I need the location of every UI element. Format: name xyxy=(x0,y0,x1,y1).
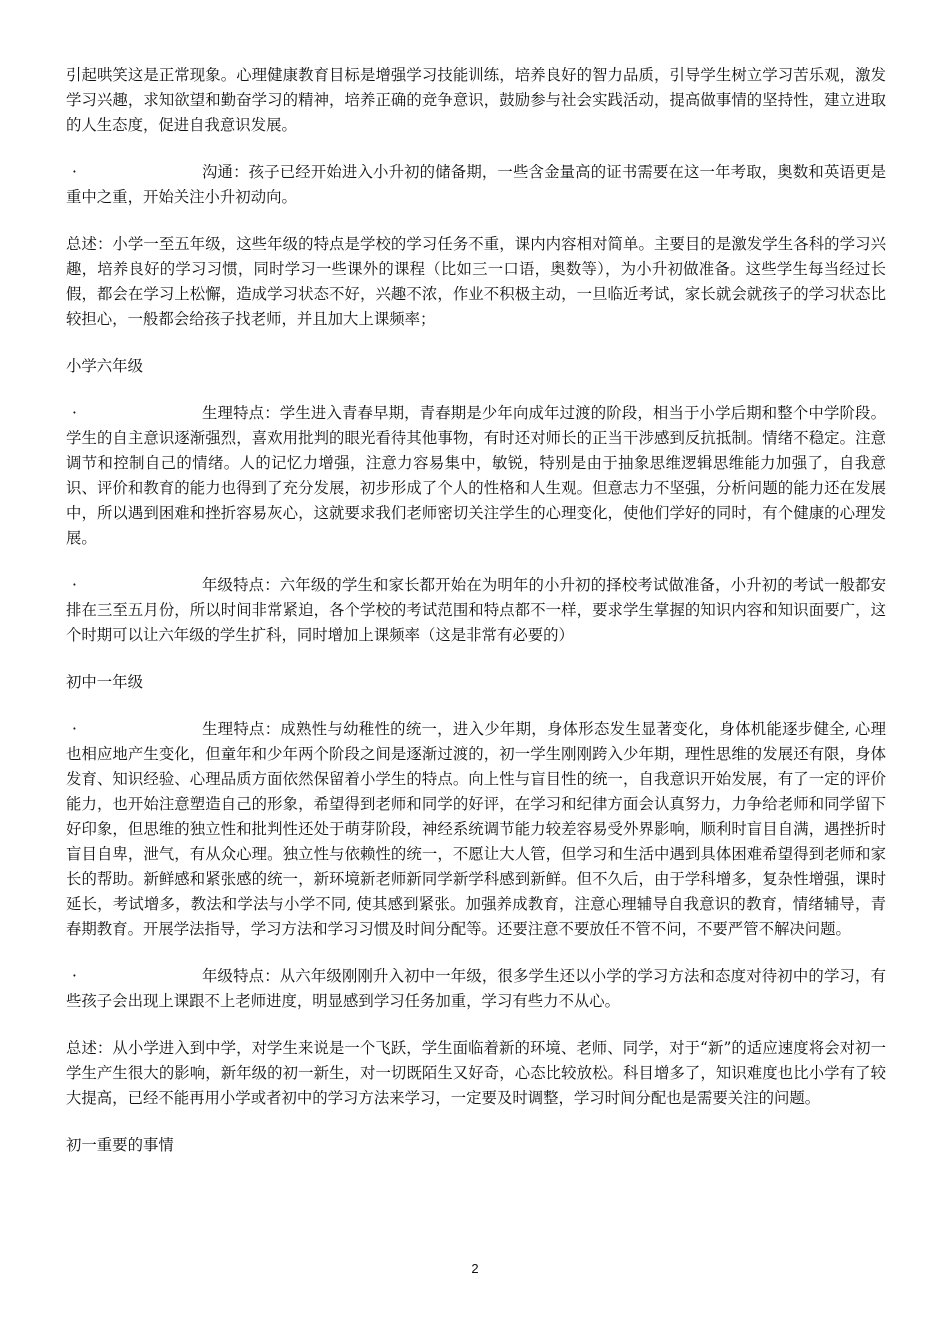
bullet-marker: · xyxy=(72,720,77,738)
bullet-junior1-physiology xyxy=(66,717,886,942)
bullet-marker: · xyxy=(72,163,77,181)
bullet-grade6-physiology xyxy=(66,401,886,551)
bullet-text: 生理特点：学生进入青春早期，青春期是少年向成年过渡的阶段，相当于小学后期和整个中学阶段。学生的自主意识逐渐强烈，喜欢用批判的眼光看待其他事物，有时还对师长的正当干涉感到反抗抵制。情绪不稳定。注意调节和控制自己的情绪。人的记忆力增强，注意力容易集中，敏锐，特别是由于抽象思维逻辑思维能力加强了，自我意识、评价和教育的能力也得到了充分发展，初步形成了个人的性格和人生观。但意志力不坚强，分析问题的能力还在发展中，所以遇到困难和挫折容易灰心，这就要求我们老师密切关注学生的心理变化，使他们学好的同时，有个健康的心理发展。 xyxy=(66,404,886,547)
bullet-marker: · xyxy=(72,967,77,985)
bullet-communication xyxy=(66,160,886,210)
bullet-grade6-characteristics xyxy=(66,573,886,648)
section-heading-grade6: 小学六年级 xyxy=(66,357,143,375)
bullet-marker: · xyxy=(72,404,77,422)
document-body xyxy=(66,63,886,1180)
bullet-text: 沟通：孩子已经开始进入小升初的储备期，一些含金量高的证书需要在这一年考取，奥数和英语更是重中之重，开始关注小升初动向。 xyxy=(66,163,886,206)
paragraph-intro-continuation: 引起哄笑这是正常现象。心理健康教育目标是增强学习技能训练，培养良好的智力品质，引导学生树立学习苦乐观，激发学习兴趣，求知欲望和勤奋学习的精神，培养正确的竞争意识，鼓励参与社会实践活动，提高做事情的坚持性，建立进取的人生态度，促进自我意识发展。 xyxy=(66,66,886,134)
bullet-text: 年级特点：从六年级刚刚升入初中一年级，很多学生还以小学的学习方法和态度对待初中的学习，有些孩子会出现上课跟不上老师进度，明显感到学习任务加重，学习有些力不从心。 xyxy=(66,967,886,1010)
paragraph-summary-grade1-5: 总述：小学一至五年级，这些年级的特点是学校的学习任务不重，课内内容相对简单。主要目的是激发学生各科的学习兴趣，培养良好的学习习惯，同时学习一些课外的课程（比如三一口语，奥数等），为小升初做准备。这些学生每当经过长假，都会在学习上松懈，造成学习状态不好，兴趣不浓，作业不积极主动，一旦临近考试，家长就会就孩子的学习状态比较担心，一般都会给孩子找老师，并且加大上课频率； xyxy=(66,235,886,328)
bullet-text: 生理特点：成熟性与幼稚性的统一，进入少年期，身体形态发生显著变化，身体机能逐步健全, 心理也相应地产生变化，但童年和少年两个阶段之间是逐渐过渡的，初一学生刚刚跨入少年期，理性思维的发展还有限，身体发育、知识经验、心理品质方面依然保留着小学生的特点。向上性与盲目性的统一，自我意识开始发展，有了一定的评价能力，也开始注意塑造自己的形象，希望得到老师和同学的好评，在学习和纪律方面会认真努力，力争给老师和同学留下好印象，但思维的独立性和批判性还处于萌芽阶段，神经系统调节能力较差容易受外界影响，顺利时盲目自满，遇挫折时盲目自卑，泄气，有从众心理。独立性与依赖性的统一，不愿让大人管，但学习和生活中遇到具体困难希望得到老师和家长的帮助。新鲜感和紧张感的统一，新环境新老师新同学新学科感到新鲜。但不久后，由于学科增多，复杂性增强，课时延长，考试增多，教法和学法与小学不同, 使其感到紧张。加强养成教育，注意心理辅导自我意识的教育，情绪辅导，青春期教育。开展学法指导，学习方法和学习习惯及时间分配等。还要注意不要放任不管不问，不要严管不解决问题。 xyxy=(66,720,886,938)
section-heading-junior1-important: 初一重要的事情 xyxy=(66,1136,174,1154)
section-heading-junior1: 初中一年级 xyxy=(66,673,143,691)
bullet-text: 年级特点：六年级的学生和家长都开始在为明年的小升初的择校考试做准备，小升初的考试一般都安排在三至五月份，所以时间非常紧迫，各个学校的考试范围和特点都不一样，要求学生掌握的知识内容和知识面要广，这个时期可以让六年级的学生扩科，同时增加上课频率（这是非常有必要的） xyxy=(66,576,886,644)
bullet-junior1-characteristics xyxy=(66,964,886,1014)
page-number: 2 xyxy=(471,1261,479,1276)
paragraph-summary-junior1: 总述：从小学进入到中学，对学生来说是一个飞跃，学生面临着新的环境、老师、同学，对于“新”的适应速度将会对初一学生产生很大的影响，新年级的初一新生，对一切既陌生又好奇，心态比较放松。科目增多了，知识难度也比小学有了较大提高，已经不能再用小学或者初中的学习方法来学习，一定要及时调整，学习时间分配也是需要关注的问题。 xyxy=(66,1039,886,1107)
bullet-marker: · xyxy=(72,576,77,594)
